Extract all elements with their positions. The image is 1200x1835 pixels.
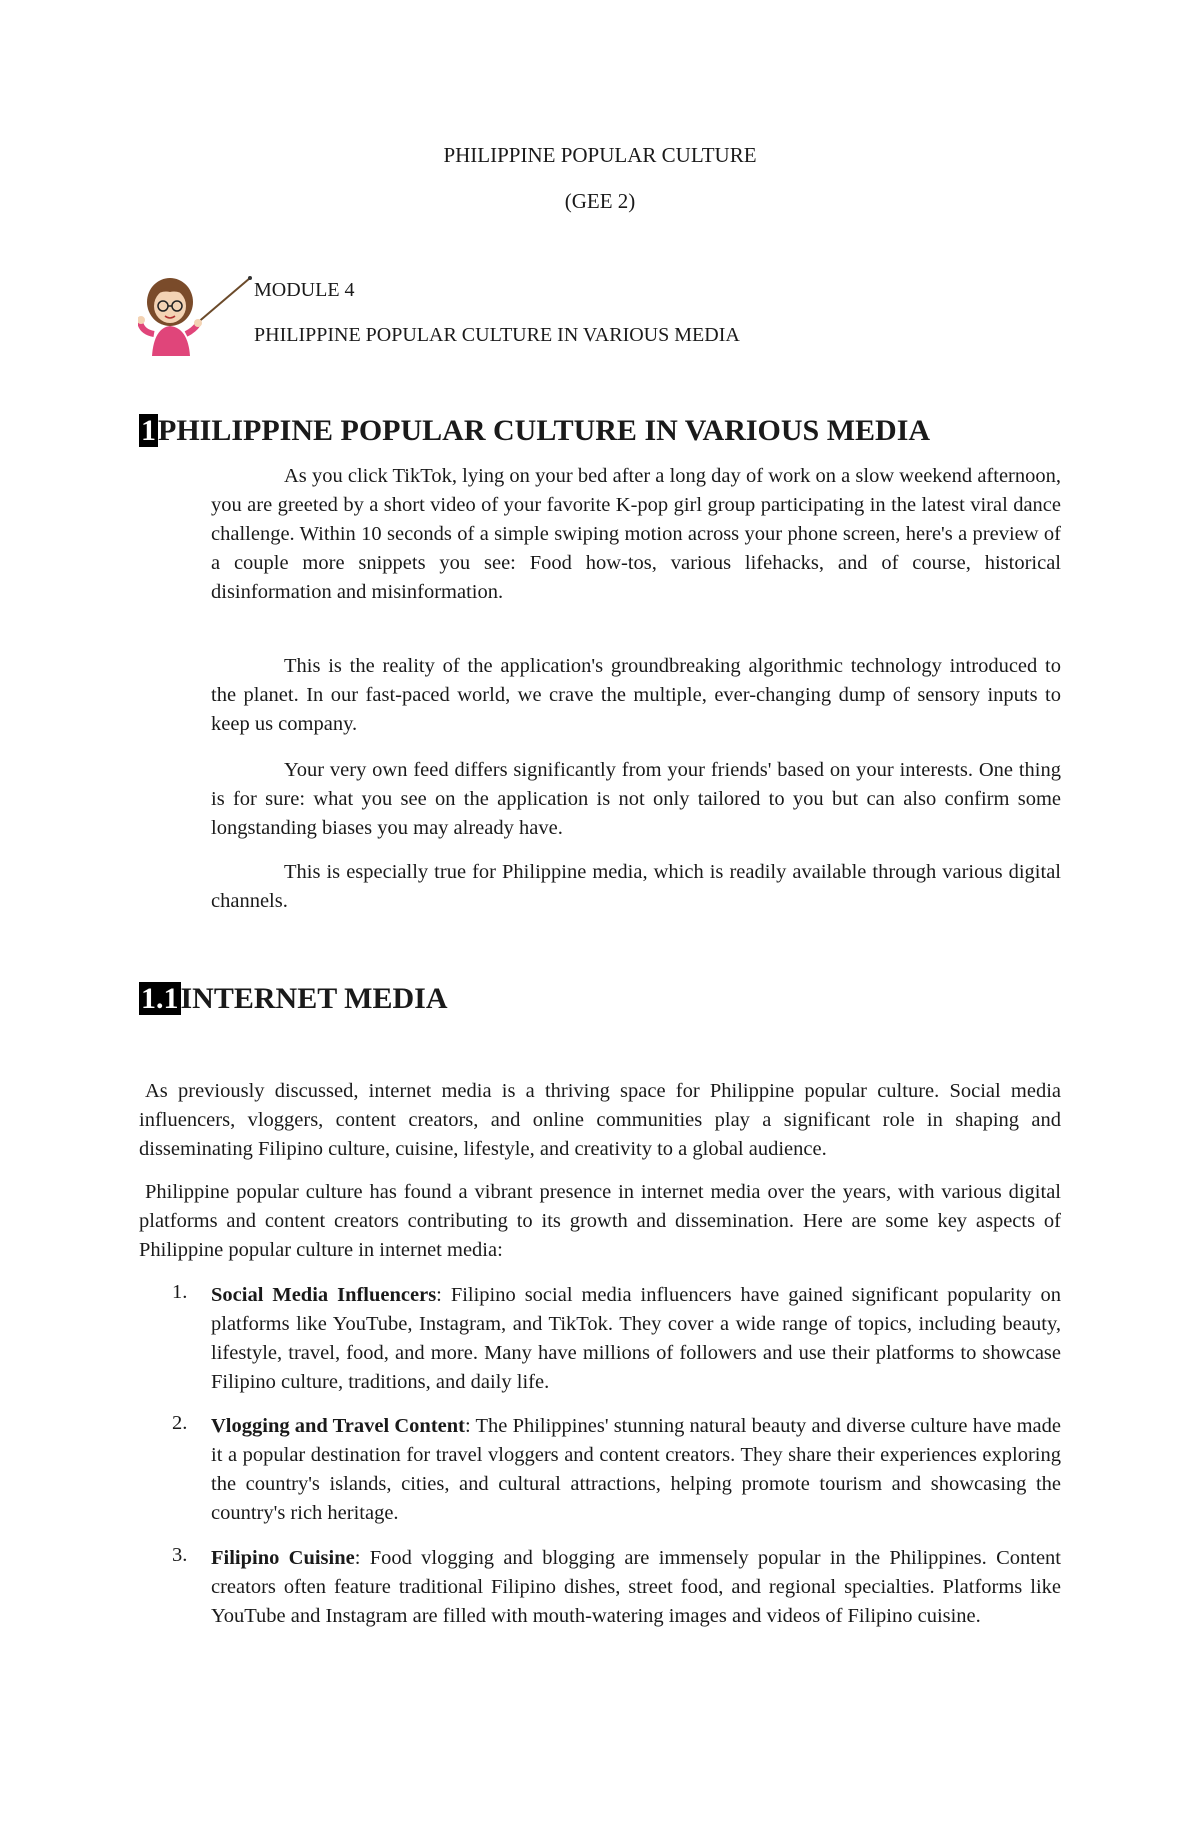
section-number: 1 <box>141 414 156 447</box>
paragraph: This is especially true for Philippine media, which is readily available through various digital channels. <box>211 861 1061 912</box>
list-item-term: Social Media Influencers <box>211 1284 437 1306</box>
list-item <box>211 1544 1061 1631</box>
paragraph: As previously discussed, internet media is a thriving space for Philippine popular culture. Social media influencers, vloggers, content creators, and online communities play a significant role in shaping and disseminating Filipino culture, cuisine, lifestyle, and creativity to a global audience. <box>139 1080 1061 1160</box>
paragraph: As you click TikTok, lying on your bed after a long day of work on a slow weekend afternoon, you are greeted by a short video of your favorite K-pop girl group participating in the latest viral dance challenge. Within 10 seconds of a simple swiping motion across your phone screen, here's a preview of a couple more snippets you see: Food how-tos, various lifehacks, and of course, historical disinformation and misinformation. <box>211 465 1061 603</box>
list-item-text: : The Philippines' stunning natural beauty and diverse culture have made it a popular destination for travel vloggers and content creators. They share their experiences exploring the country's islands, cities, and cultural attractions, helping promote tourism and showcasing the country's rich heritage. <box>211 1415 1061 1524</box>
list-item-text: : Filipino social media influencers have gained significant popularity on platforms like YouTube, Instagram, and TikTok. They cover a wide range of topics, including beauty, lifestyle, travel, food, and more. Many have millions of followers and use their platforms to showcase Filipino culture, traditions, and daily life. <box>211 1284 1061 1393</box>
list-item-text: : Food vlogging and blogging are immensely popular in the Philippines. Content creators often feature traditional Filipino dishes, street food, and regional specialties. Platforms like YouTube and Instagram are filled with mouth-watering images and videos of Filipino cuisine. <box>211 1547 1061 1627</box>
paragraph: Philippine popular culture has found a vibrant presence in internet media over the years, with various digital platforms and content creators contributing to its growth and dissemination. Here are some key aspects of Philippine popular culture in internet media: <box>139 1181 1061 1261</box>
paragraph: Your very own feed differs significantly from your friends' based on your interests. One thing is for sure: what you see on the application is not only tailored to you but can also confirm some longstanding biases you may already have. <box>211 759 1061 839</box>
list-item-term: Vlogging and Travel Content <box>211 1415 465 1437</box>
teacher-clipart-icon <box>138 272 254 356</box>
module-label: MODULE 4 <box>254 279 355 301</box>
section-number: 1.1 <box>141 982 179 1015</box>
section-heading-1-1 <box>139 982 448 1016</box>
section-title: PHILIPPINE POPULAR CULTURE IN VARIOUS MEDIA <box>158 414 931 447</box>
module-title: PHILIPPINE POPULAR CULTURE IN VARIOUS MEDIA <box>254 324 740 346</box>
list-item-term: Filipino Cuisine <box>211 1547 355 1569</box>
course-code: (GEE 2) <box>564 189 636 213</box>
list-item <box>211 1281 1061 1397</box>
section-title: INTERNET MEDIA <box>180 982 448 1015</box>
list-item-number: 1. <box>172 1281 188 1303</box>
list-item-number: 2. <box>172 1412 188 1434</box>
document-title: PHILIPPINE POPULAR CULTURE <box>443 143 757 167</box>
section-heading-1 <box>139 414 930 448</box>
paragraph: This is the reality of the application's groundbreaking algorithmic technology introduced to the planet. In our fast-paced world, we crave the multiple, ever-changing dump of sensory inputs to keep us company. <box>211 655 1061 735</box>
list-item-number: 3. <box>172 1544 188 1566</box>
list-item <box>211 1412 1061 1528</box>
